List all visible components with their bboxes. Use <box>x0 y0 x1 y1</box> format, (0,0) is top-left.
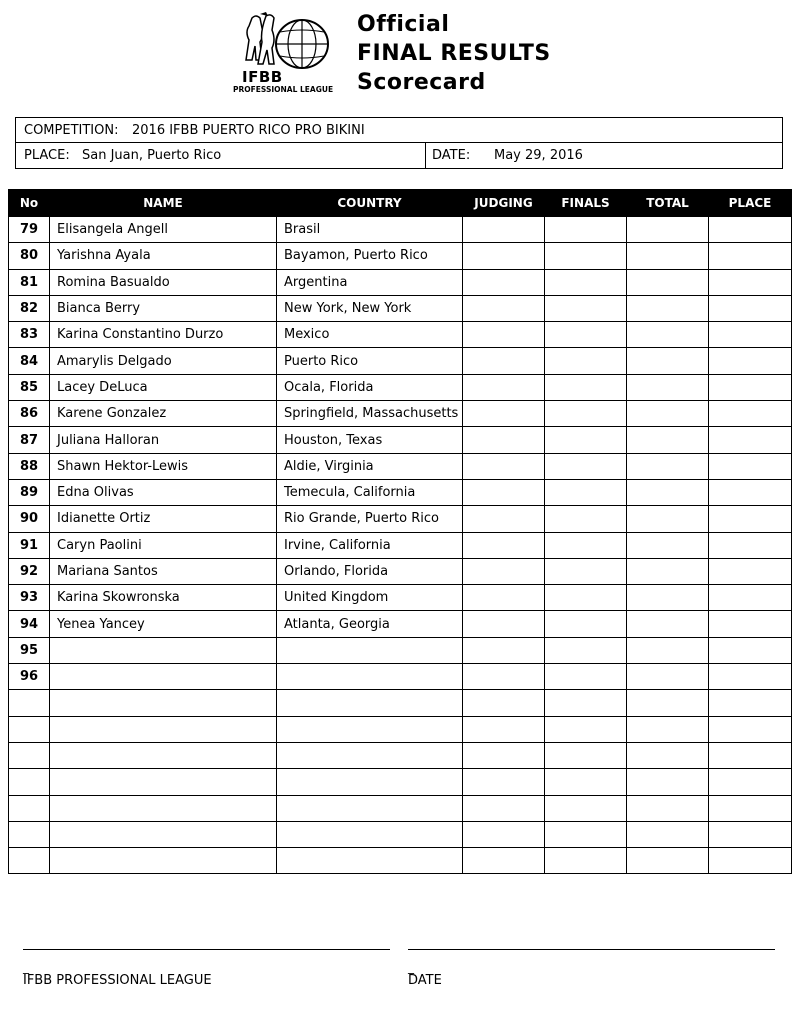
column-header-country: COUNTRY <box>277 190 463 217</box>
competition-row <box>16 118 782 143</box>
info-divider <box>425 143 426 168</box>
total-cell <box>627 348 709 374</box>
finals-cell <box>545 690 627 716</box>
no-cell: 88 <box>9 453 50 479</box>
country-cell <box>277 664 463 690</box>
finals-cell <box>545 374 627 400</box>
total-cell <box>627 295 709 321</box>
finals-cell <box>545 558 627 584</box>
finals-cell <box>545 506 627 532</box>
judging-cell <box>463 532 545 558</box>
place-cell <box>709 611 792 637</box>
judging-cell <box>463 795 545 821</box>
finals-cell <box>545 716 627 742</box>
judging-cell <box>463 716 545 742</box>
country-cell <box>277 690 463 716</box>
country-cell <box>277 769 463 795</box>
table-row <box>9 821 792 847</box>
no-cell <box>9 848 50 874</box>
table-row <box>9 506 792 532</box>
name-cell: Amarylis Delgado <box>50 348 277 374</box>
total-cell <box>627 427 709 453</box>
column-header-finals: FINALS <box>545 190 627 217</box>
total-cell <box>627 664 709 690</box>
finals-cell <box>545 269 627 295</box>
finals-cell <box>545 427 627 453</box>
country-cell: Springfield, Massachusetts <box>277 401 463 427</box>
total-cell <box>627 690 709 716</box>
total-cell <box>627 558 709 584</box>
no-cell <box>9 716 50 742</box>
no-cell: 90 <box>9 506 50 532</box>
judging-cell <box>463 506 545 532</box>
table-row <box>9 269 792 295</box>
place-cell <box>709 479 792 505</box>
table-row <box>9 742 792 768</box>
country-cell: Atlanta, Georgia <box>277 611 463 637</box>
place-cell <box>709 664 792 690</box>
judging-cell <box>463 374 545 400</box>
total-cell <box>627 532 709 558</box>
country-cell: Houston, Texas <box>277 427 463 453</box>
total-cell <box>627 611 709 637</box>
signature-line-date <box>408 949 775 950</box>
judging-cell <box>463 690 545 716</box>
name-cell: Caryn Paolini <box>50 532 277 558</box>
place-cell <box>709 716 792 742</box>
finals-cell <box>545 322 627 348</box>
total-cell <box>627 637 709 663</box>
no-cell: 89 <box>9 479 50 505</box>
table-row <box>9 795 792 821</box>
judging-cell <box>463 585 545 611</box>
table-row <box>9 401 792 427</box>
no-cell <box>9 742 50 768</box>
finals-cell <box>545 243 627 269</box>
country-cell <box>277 795 463 821</box>
no-cell <box>9 821 50 847</box>
judging-cell <box>463 453 545 479</box>
country-cell: Bayamon, Puerto Rico <box>277 243 463 269</box>
league-signature-label: IFBB PROFESSIONAL LEAGUE <box>23 973 212 988</box>
judging-cell <box>463 217 545 243</box>
name-cell: Yarishna Ayala <box>50 243 277 269</box>
place-cell <box>709 637 792 663</box>
name-cell: Mariana Santos <box>50 558 277 584</box>
judging-cell <box>463 848 545 874</box>
name-cell: Yenea Yancey <box>50 611 277 637</box>
place-cell <box>709 243 792 269</box>
no-cell: 81 <box>9 269 50 295</box>
logo-text: IFBB <box>242 68 283 86</box>
table-row <box>9 848 792 874</box>
no-cell: 80 <box>9 243 50 269</box>
total-cell <box>627 322 709 348</box>
no-cell: 92 <box>9 558 50 584</box>
total-cell <box>627 401 709 427</box>
judging-cell <box>463 479 545 505</box>
name-cell <box>50 821 277 847</box>
name-cell: Shawn Hektor-Lewis <box>50 453 277 479</box>
country-cell: Mexico <box>277 322 463 348</box>
table-row <box>9 532 792 558</box>
total-cell <box>627 769 709 795</box>
judging-cell <box>463 742 545 768</box>
finals-cell <box>545 295 627 321</box>
place-cell <box>709 269 792 295</box>
country-cell: United Kingdom <box>277 585 463 611</box>
place-cell <box>709 848 792 874</box>
finals-cell <box>545 453 627 479</box>
total-cell <box>627 821 709 847</box>
place-cell <box>709 427 792 453</box>
title-line: Official <box>357 12 450 37</box>
no-cell: 91 <box>9 532 50 558</box>
total-cell <box>627 795 709 821</box>
place-label: PLACE: <box>24 148 70 163</box>
country-cell <box>277 742 463 768</box>
finals-cell <box>545 401 627 427</box>
table-row <box>9 427 792 453</box>
country-cell <box>277 716 463 742</box>
judging-cell <box>463 558 545 584</box>
total-cell <box>627 243 709 269</box>
place-cell <box>709 374 792 400</box>
name-cell: Bianca Berry <box>50 295 277 321</box>
place-cell <box>709 795 792 821</box>
logo-subtext: PROFESSIONAL LEAGUE <box>233 85 334 94</box>
finals-cell <box>545 217 627 243</box>
finals-cell <box>545 637 627 663</box>
no-cell <box>9 795 50 821</box>
competition-value: 2016 IFBB PUERTO RICO PRO BIKINI <box>132 123 365 138</box>
name-cell: Juliana Halloran <box>50 427 277 453</box>
finals-cell <box>545 795 627 821</box>
table-row <box>9 217 792 243</box>
table-row <box>9 716 792 742</box>
judging-cell <box>463 348 545 374</box>
finals-cell <box>545 742 627 768</box>
name-cell <box>50 716 277 742</box>
place-cell <box>709 821 792 847</box>
total-cell <box>627 217 709 243</box>
country-cell: New York, New York <box>277 295 463 321</box>
place-cell <box>709 742 792 768</box>
place-cell <box>709 506 792 532</box>
column-header-name: NAME <box>50 190 277 217</box>
table-row <box>9 585 792 611</box>
no-cell: 96 <box>9 664 50 690</box>
no-cell: 86 <box>9 401 50 427</box>
table-header-row <box>9 190 792 217</box>
table-row <box>9 348 792 374</box>
place-cell <box>709 585 792 611</box>
country-cell: Aldie, Virginia <box>277 453 463 479</box>
judging-cell <box>463 269 545 295</box>
finals-cell <box>545 479 627 505</box>
no-cell: 94 <box>9 611 50 637</box>
country-cell: Orlando, Florida <box>277 558 463 584</box>
total-cell <box>627 742 709 768</box>
place-value: San Juan, Puerto Rico <box>82 148 222 163</box>
document-title <box>357 10 551 97</box>
country-cell <box>277 637 463 663</box>
competition-label: COMPETITION: <box>24 123 119 138</box>
table-row <box>9 769 792 795</box>
place-cell <box>709 532 792 558</box>
table-row <box>9 322 792 348</box>
place-cell <box>709 322 792 348</box>
finals-cell <box>545 611 627 637</box>
no-cell: 83 <box>9 322 50 348</box>
country-cell: Rio Grande, Puerto Rico <box>277 506 463 532</box>
name-cell: Elisangela Angell <box>50 217 277 243</box>
finals-cell <box>545 532 627 558</box>
name-cell <box>50 795 277 821</box>
results-body <box>9 217 792 874</box>
table-row <box>9 243 792 269</box>
judging-cell <box>463 637 545 663</box>
total-cell <box>627 374 709 400</box>
name-cell <box>50 848 277 874</box>
competition-info-box <box>15 117 783 169</box>
judging-cell <box>463 611 545 637</box>
total-cell <box>627 716 709 742</box>
total-cell <box>627 479 709 505</box>
total-cell <box>627 585 709 611</box>
judging-cell <box>463 295 545 321</box>
no-cell: 82 <box>9 295 50 321</box>
name-cell <box>50 664 277 690</box>
date-signature-label: DATE <box>408 973 442 988</box>
total-cell <box>627 269 709 295</box>
column-header-total: TOTAL <box>627 190 709 217</box>
judging-cell <box>463 427 545 453</box>
table-row <box>9 558 792 584</box>
finals-cell <box>545 821 627 847</box>
no-cell: 84 <box>9 348 50 374</box>
date-label: DATE: <box>432 148 471 163</box>
place-cell <box>709 217 792 243</box>
total-cell <box>627 506 709 532</box>
name-cell <box>50 690 277 716</box>
table-row <box>9 374 792 400</box>
place-cell <box>709 769 792 795</box>
place-cell <box>709 401 792 427</box>
judging-cell <box>463 821 545 847</box>
judging-cell <box>463 769 545 795</box>
total-cell <box>627 453 709 479</box>
name-cell: Romina Basualdo <box>50 269 277 295</box>
name-cell: Karina Skowronska <box>50 585 277 611</box>
country-cell: Irvine, California <box>277 532 463 558</box>
table-row <box>9 295 792 321</box>
name-cell <box>50 769 277 795</box>
no-cell: 95 <box>9 637 50 663</box>
no-cell <box>9 769 50 795</box>
judging-cell <box>463 664 545 690</box>
place-cell <box>709 453 792 479</box>
country-cell: Ocala, Florida <box>277 374 463 400</box>
signature-dash: _ <box>23 960 29 974</box>
judging-cell <box>463 243 545 269</box>
no-cell: 93 <box>9 585 50 611</box>
table-row <box>9 453 792 479</box>
finals-cell <box>545 585 627 611</box>
column-header-place: PLACE <box>709 190 792 217</box>
judging-cell <box>463 322 545 348</box>
table-row <box>9 637 792 663</box>
document-header <box>0 0 809 110</box>
no-cell <box>9 690 50 716</box>
place-cell <box>709 348 792 374</box>
table-row <box>9 479 792 505</box>
name-cell <box>50 637 277 663</box>
table-row <box>9 690 792 716</box>
country-cell: Temecula, California <box>277 479 463 505</box>
date-value: May 29, 2016 <box>494 148 583 163</box>
place-date-row <box>16 143 782 168</box>
title-line: Scorecard <box>357 70 486 95</box>
no-cell: 85 <box>9 374 50 400</box>
name-cell: Edna Olivas <box>50 479 277 505</box>
results-table <box>8 189 792 874</box>
finals-cell <box>545 769 627 795</box>
place-cell <box>709 295 792 321</box>
total-cell <box>627 848 709 874</box>
country-cell: Puerto Rico <box>277 348 463 374</box>
name-cell: Lacey DeLuca <box>50 374 277 400</box>
country-cell: Brasil <box>277 217 463 243</box>
table-row <box>9 611 792 637</box>
country-cell <box>277 821 463 847</box>
no-cell: 87 <box>9 427 50 453</box>
name-cell: Karina Constantino Durzo <box>50 322 277 348</box>
finals-cell <box>545 848 627 874</box>
signature-line-league <box>23 949 390 950</box>
name-cell <box>50 742 277 768</box>
finals-cell <box>545 664 627 690</box>
table-row <box>9 664 792 690</box>
country-cell: Argentina <box>277 269 463 295</box>
place-cell <box>709 690 792 716</box>
judging-cell <box>463 401 545 427</box>
finals-cell <box>545 348 627 374</box>
place-cell <box>709 558 792 584</box>
name-cell: Idianette Ortiz <box>50 506 277 532</box>
column-header-no: No <box>9 190 50 217</box>
country-cell <box>277 848 463 874</box>
signature-dash: _ <box>408 960 414 974</box>
column-header-judging: JUDGING <box>463 190 545 217</box>
title-line: FINAL RESULTS <box>357 41 551 66</box>
no-cell: 79 <box>9 217 50 243</box>
name-cell: Karene Gonzalez <box>50 401 277 427</box>
